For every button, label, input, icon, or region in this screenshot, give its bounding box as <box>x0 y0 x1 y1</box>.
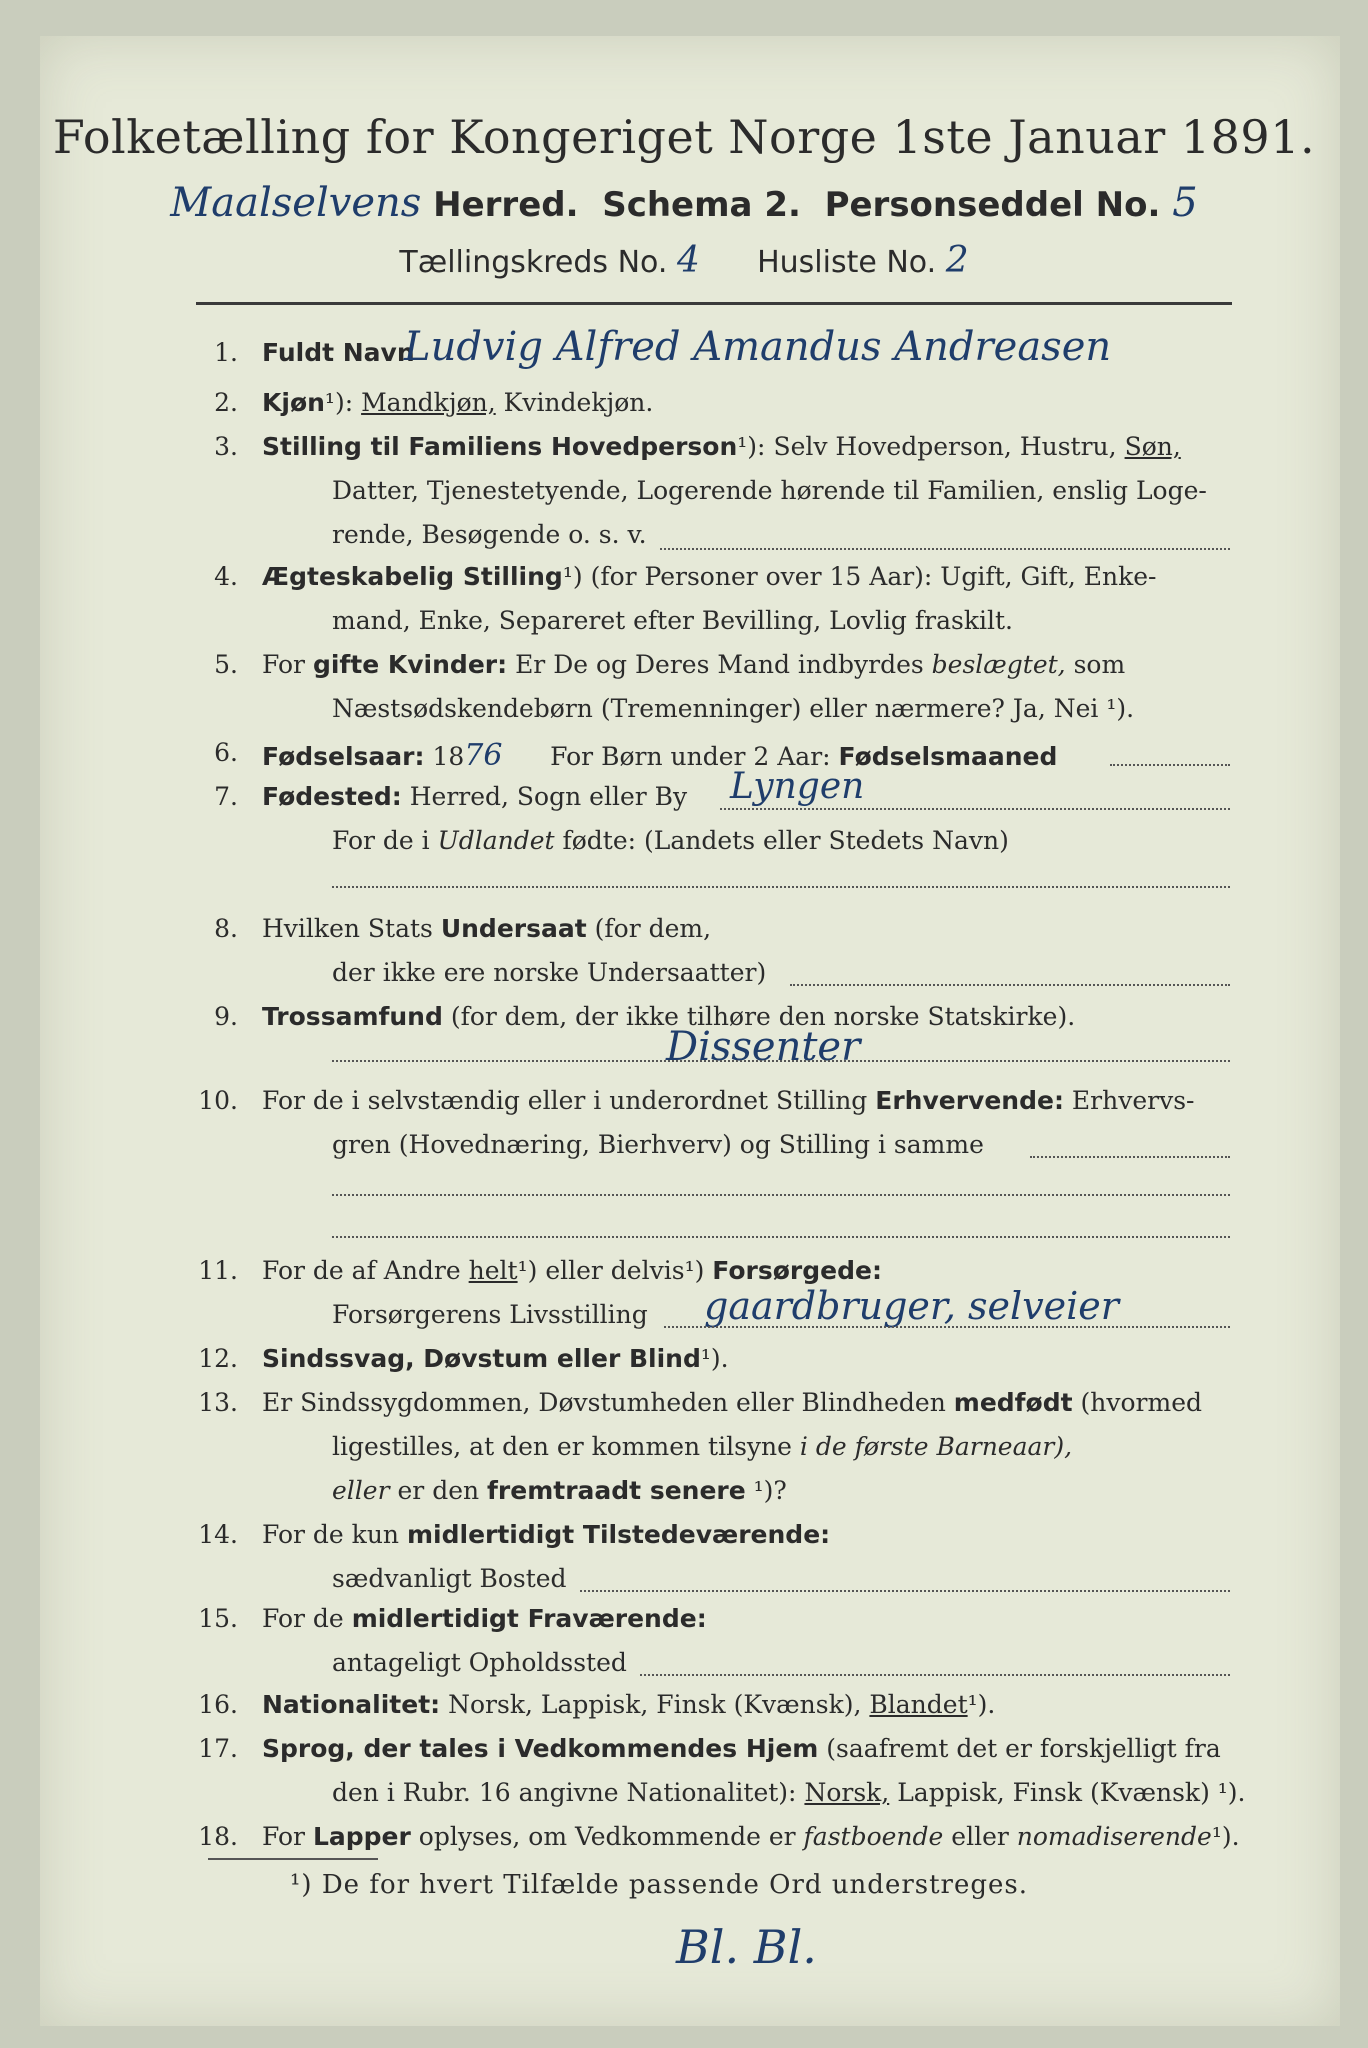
item-text: antageligt Opholdssted <box>332 1648 627 1677</box>
kreds-line <box>0 240 1368 281</box>
item-temporary-absent <box>0 1604 1368 1644</box>
item-text: Erhvervs- <box>1071 1086 1195 1115</box>
item-number: 15. <box>198 1604 238 1633</box>
item-number: 6. <box>214 738 238 767</box>
header-rule <box>196 302 1232 305</box>
item-text: er den <box>397 1476 480 1505</box>
item-text: Norsk, Lappisk, Finsk (Kvænsk), <box>448 1690 862 1719</box>
item-label: Forsørgede: <box>712 1256 882 1285</box>
item-gender <box>0 388 1368 428</box>
item-label: midlertidigt Fraværende: <box>351 1604 707 1633</box>
footnote-ref: ¹) <box>517 1256 538 1285</box>
item-text: Selv Hovedperson, Hustru, <box>773 432 1117 461</box>
item-label: fremtraadt senere <box>487 1476 746 1505</box>
item-number: 12. <box>198 1344 238 1373</box>
item-temporary-present-line2 <box>0 1564 1368 1604</box>
item-label: Stilling til Familiens Hovedperson <box>262 432 738 461</box>
item-label: midlertidigt Tilstedeværende: <box>406 1520 831 1549</box>
item-label: Trossamfund <box>262 1002 443 1031</box>
item-married-women-line2 <box>0 694 1368 734</box>
kreds-number: 4 <box>676 240 700 281</box>
item-text-italic: eller <box>332 1476 390 1505</box>
item-temporary-present <box>0 1520 1368 1560</box>
item-text-italic: i de første Barneaar), <box>799 1432 1073 1461</box>
item-number: 18. <box>198 1822 238 1851</box>
form-title: Folketælling for Kongeriget Norge 1ste Januar 1891. <box>52 110 1316 164</box>
item-birthplace-line2 <box>0 826 1368 866</box>
answer-birthplace: Lyngen <box>730 766 865 807</box>
item-text: Hvilken Stats <box>262 914 433 943</box>
item-birth-year <box>0 738 1368 778</box>
fill-line <box>332 1194 1230 1196</box>
answer-full-name: Ludvig Alfred Amandus Andreasen <box>404 324 1112 370</box>
item-temporary-absent-line2 <box>0 1648 1368 1688</box>
personseddel-label: Personseddel No. <box>824 185 1161 225</box>
item-label: gifte Kvinder: <box>312 650 508 679</box>
item-lapps <box>0 1822 1368 1862</box>
item-text: gren (Hovednæring, Bierhverv) og Stilling i samme <box>332 1130 984 1159</box>
item-text: Forsørgerens Livsstilling <box>332 1300 648 1329</box>
footnote-ref: ¹): <box>737 432 766 461</box>
item-text: eller delvis <box>545 1256 685 1285</box>
item-text: (hvormed <box>1080 1388 1203 1417</box>
item-number: 2. <box>214 388 238 417</box>
personseddel-number: 5 <box>1172 180 1198 226</box>
item-text: (for dem, der ikke tilhøre den norske Statskirke). <box>450 1002 1076 1031</box>
item-text-italic: nomadiserende <box>1016 1822 1212 1851</box>
item-text: eller <box>951 1822 1009 1851</box>
item-text: For de i selvstændig eller i underordnet Stilling <box>262 1086 868 1115</box>
item-text: Lappisk, Finsk (Kvænsk) ¹). <box>897 1778 1246 1807</box>
fill-line <box>790 984 1230 986</box>
item-label: Lapper <box>312 1822 411 1851</box>
schema-label: Schema 2. <box>602 185 801 225</box>
item-text: (for Personer over 15 Aar): Ugift, Gift, Enke- <box>590 562 1157 591</box>
item-text-italic: fastboende <box>803 1822 944 1851</box>
item-text: mand, Enke, Separeret efter Bevilling, Lovlig fraskilt. <box>332 606 1013 635</box>
fill-line <box>580 1590 1230 1592</box>
item-text: Herred, Sogn eller By <box>409 782 688 811</box>
husliste-label: Husliste No. <box>757 245 937 280</box>
item-disability-origin-line3 <box>0 1476 1368 1516</box>
item-text-italic: beslægtet, <box>931 650 1066 679</box>
fill-line <box>332 886 1230 888</box>
item-text: Er Sindssygdommen, Døvstumheden eller Blindheden <box>262 1388 946 1417</box>
item-married-women <box>0 650 1368 690</box>
item-number: 4. <box>214 562 238 591</box>
item-text: For <box>262 1822 305 1851</box>
item-text: For <box>262 650 305 679</box>
item-label: Fødselsmaaned <box>838 742 1058 771</box>
fill-line <box>640 1674 1230 1676</box>
item-text: (for dem, <box>594 914 712 943</box>
item-number: 5. <box>214 650 238 679</box>
selected-option: Søn, <box>1124 432 1181 461</box>
selected-option: Blandet <box>869 1690 968 1719</box>
gender-option-female: Kvindekjøn. <box>503 388 654 417</box>
item-text: For de af Andre <box>262 1256 461 1285</box>
answer-provider-occupation: gaardbruger, selveier <box>704 1284 1119 1328</box>
item-number: 3. <box>214 432 238 461</box>
item-number: 9. <box>214 1002 238 1031</box>
item-occupation-line2 <box>0 1130 1368 1170</box>
fill-line <box>1110 764 1230 766</box>
item-birthplace <box>0 782 1368 822</box>
item-nationality <box>0 1690 1368 1730</box>
item-label: Kjøn <box>262 388 325 417</box>
item-label: Sindssvag, Døvstum eller Blind <box>262 1344 701 1373</box>
selected-option: helt <box>468 1256 518 1285</box>
item-label: medfødt <box>953 1388 1073 1417</box>
year-prefix: 18 <box>432 742 465 771</box>
item-label: Erhvervende: <box>875 1086 1064 1115</box>
item-marital-status-line2 <box>0 606 1368 646</box>
item-text: fødte: (Landets eller Stedets Navn) <box>562 826 1009 855</box>
footnote-ref: ¹). <box>967 1690 996 1719</box>
footnote-ref: ¹). <box>700 1344 729 1373</box>
kreds-label: Tællingskreds No. <box>399 245 668 280</box>
item-disability-origin <box>0 1388 1368 1428</box>
herred-line <box>0 180 1368 226</box>
item-number: 7. <box>214 782 238 811</box>
item-dependents-line2 <box>0 1300 1368 1340</box>
item-marital-status <box>0 562 1368 602</box>
fill-line <box>660 548 1230 550</box>
item-number: 17. <box>198 1734 238 1763</box>
item-citizenship <box>0 914 1368 954</box>
answer-birth-year: 76 <box>464 738 503 773</box>
item-text: (saafremt det er forskjelligt fra <box>826 1734 1221 1763</box>
item-number: 1. <box>214 338 238 367</box>
herred-label: Herred. <box>433 185 579 225</box>
item-label: Nationalitet: <box>262 1690 441 1719</box>
item-label: Fødselsaar: <box>262 742 425 771</box>
item-family-position-line3 <box>0 520 1368 560</box>
item-text: Næstsødskendebørn (Tremenninger) eller nærmere? Ja, Nei ¹). <box>332 694 1135 723</box>
item-label: Fødested: <box>262 782 402 811</box>
item-number: 10. <box>198 1086 238 1115</box>
footnote-rule <box>208 1858 378 1860</box>
item-number: 16. <box>198 1690 238 1719</box>
item-text: For de i <box>332 826 430 855</box>
fill-line <box>664 1326 1230 1328</box>
item-label: Undersaat <box>440 914 587 943</box>
item-text-italic: Udlandet <box>437 826 555 855</box>
item-disability-origin-line2 <box>0 1432 1368 1472</box>
item-text: ligestilles, at den er kommen tilsyne <box>332 1432 792 1461</box>
item-text: For de kun <box>262 1520 400 1549</box>
item-occupation <box>0 1086 1368 1126</box>
fill-line <box>332 1236 1230 1238</box>
item-number: 8. <box>214 914 238 943</box>
item-citizenship-line2 <box>0 958 1368 998</box>
gender-option-male: Mandkjøn, <box>361 388 496 417</box>
item-language <box>0 1734 1368 1774</box>
item-text: Er De og Deres Mand indbyrdes <box>515 650 924 679</box>
item-text: den i Rubr. 16 angivne Nationalitet): <box>332 1778 797 1807</box>
item-number: 14. <box>198 1520 238 1549</box>
signature: Bl. Bl. <box>676 1920 817 1974</box>
item-disability <box>0 1344 1368 1384</box>
herred-name: Maalselvens <box>170 180 422 226</box>
item-text: sædvanligt Bosted <box>332 1564 567 1593</box>
item-family-position-line2 <box>0 476 1368 516</box>
fill-line <box>332 1060 1230 1062</box>
selected-option: Norsk, <box>804 1778 890 1807</box>
item-family-position <box>0 432 1368 472</box>
footnote-ref: ¹)? <box>753 1476 787 1505</box>
fill-line <box>1030 1156 1230 1158</box>
item-text: rende, Besøgende o. s. v. <box>332 520 647 549</box>
item-label: Fuldt Navn <box>262 338 415 367</box>
item-text: der ikke ere norske Undersaatter) <box>332 958 767 987</box>
item-text: For de <box>262 1604 344 1633</box>
footnote: ¹) De for hvert Tilfælde passende Ord understreges. <box>290 1870 1029 1900</box>
item-number: 13. <box>198 1388 238 1417</box>
fill-line <box>720 808 1230 810</box>
footnote-ref: ¹) <box>684 1256 705 1285</box>
footnote-ref: ¹) <box>562 562 583 591</box>
item-text: som <box>1073 650 1126 679</box>
item-text: For Børn under 2 Aar: <box>550 742 831 771</box>
husliste-number: 2 <box>945 240 969 281</box>
answer-religion: Dissenter <box>666 1024 861 1070</box>
item-label: Ægteskabelig Stilling <box>262 562 563 591</box>
item-text: Datter, Tjenestetyende, Logerende hørende til Familien, enslig Loge- <box>332 476 1207 505</box>
item-label: Sprog, der tales i Vedkommendes Hjem <box>262 1734 819 1763</box>
item-language-line2 <box>0 1778 1368 1818</box>
footnote-ref: ¹): <box>324 388 354 417</box>
item-dependents <box>0 1256 1368 1296</box>
item-number: 11. <box>198 1256 238 1285</box>
item-text: oplyses, om Vedkommende er <box>418 1822 796 1851</box>
footnote-ref: ¹). <box>1211 1822 1240 1851</box>
